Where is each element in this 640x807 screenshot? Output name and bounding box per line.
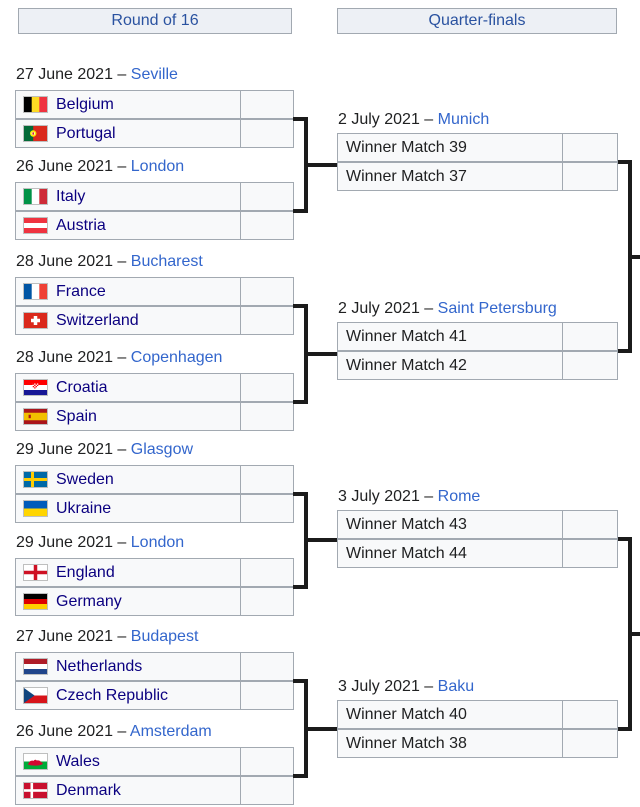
team-row	[15, 90, 294, 119]
team-cell	[15, 652, 241, 681]
qf-match-4	[337, 700, 618, 758]
team-row	[15, 681, 294, 710]
score-cell	[240, 652, 294, 681]
team-row	[15, 402, 294, 431]
team-cell	[15, 747, 241, 776]
match-date	[16, 64, 178, 86]
winner-slot-label: Winner Match 37	[346, 167, 467, 185]
match-date	[16, 156, 184, 178]
team-name-link[interactable]: France	[56, 282, 106, 300]
score-cell	[240, 681, 294, 710]
qf-match-1	[337, 133, 618, 191]
city-link[interactable]: Copenhagen	[130, 349, 223, 366]
team-row	[15, 373, 294, 402]
winner-slot-label: Winner Match 39	[346, 138, 467, 156]
match-date	[16, 251, 203, 273]
city-link[interactable]: Munich	[437, 111, 490, 128]
team-row	[15, 494, 294, 523]
team-cell	[15, 494, 241, 523]
score-cell	[562, 700, 618, 729]
connector-line	[308, 163, 337, 167]
score-cell	[240, 494, 294, 523]
match-date	[16, 439, 193, 461]
team-cell	[15, 211, 241, 240]
score-cell	[240, 277, 294, 306]
team-cell	[15, 119, 241, 148]
score-cell	[562, 510, 618, 539]
score-cell	[240, 306, 294, 335]
team-cell	[15, 681, 241, 710]
sweden-flag-icon	[24, 472, 47, 487]
team-row	[15, 211, 294, 240]
score-cell	[562, 539, 618, 568]
team-row	[337, 729, 618, 758]
score-cell	[240, 558, 294, 587]
city-link[interactable]: Amsterdam	[129, 723, 212, 740]
connector-line	[632, 632, 640, 636]
match-date	[338, 486, 480, 508]
team-name-link[interactable]: Ukraine	[56, 499, 112, 517]
round-header-label[interactable]: Round of 16	[111, 12, 199, 29]
match-date-text: 28 June 2021 –	[16, 349, 127, 366]
team-name-link[interactable]: England	[56, 563, 115, 581]
match-date	[338, 676, 474, 698]
score-cell	[562, 351, 618, 380]
r16-match-3	[15, 277, 294, 335]
team-cell	[15, 776, 241, 805]
score-cell	[240, 465, 294, 494]
team-cell	[15, 306, 241, 335]
score-cell	[240, 587, 294, 616]
r16-match-8	[15, 747, 294, 805]
score-cell	[240, 747, 294, 776]
r16-match-1	[15, 90, 294, 148]
team-cell	[15, 182, 241, 211]
score-cell	[240, 211, 294, 240]
winner-slot-label: Winner Match 42	[346, 356, 467, 374]
match-date-text: 29 June 2021 –	[16, 534, 127, 551]
r16-match-4	[15, 373, 294, 431]
score-cell	[240, 402, 294, 431]
team-name-link[interactable]: Netherlands	[56, 657, 143, 675]
city-link[interactable]: Budapest	[130, 628, 199, 645]
match-date-text: 27 June 2021 –	[16, 66, 127, 83]
city-link[interactable]: Rome	[437, 488, 481, 505]
team-row	[15, 587, 294, 616]
winner-slot-label: Winner Match 41	[346, 327, 467, 345]
team-row	[337, 510, 618, 539]
team-name-link[interactable]: Switzerland	[56, 311, 139, 329]
germany-flag-icon	[24, 594, 47, 609]
switzerland-flag-icon	[24, 313, 47, 328]
ukraine-flag-icon	[24, 501, 47, 516]
belgium-flag-icon	[24, 97, 47, 112]
team-name-link[interactable]: Sweden	[56, 470, 114, 488]
team-row	[15, 277, 294, 306]
wales-flag-icon	[24, 754, 47, 769]
team-cell	[15, 465, 241, 494]
portugal-flag-icon	[24, 126, 47, 141]
team-row	[337, 162, 618, 191]
winner-slot-label: Winner Match 38	[346, 734, 467, 752]
winner-slot-label: Winner Match 40	[346, 705, 467, 723]
team-row	[337, 322, 618, 351]
score-cell	[240, 182, 294, 211]
city-link[interactable]: London	[130, 158, 185, 175]
team-cell	[15, 277, 241, 306]
italy-flag-icon	[24, 189, 47, 204]
team-cell	[15, 587, 241, 616]
connector-line	[632, 255, 640, 259]
city-link[interactable]: London	[130, 534, 185, 551]
city-link[interactable]: Glasgow	[130, 441, 194, 458]
score-cell	[562, 322, 618, 351]
team-row	[337, 133, 618, 162]
team-name-link[interactable]: Belgium	[56, 95, 114, 113]
team-name-link[interactable]: Austria	[56, 216, 106, 234]
score-cell	[240, 90, 294, 119]
match-date	[16, 626, 198, 648]
r16-match-6	[15, 558, 294, 616]
connector-line	[308, 538, 337, 542]
round-header-label[interactable]: Quarter-finals	[428, 12, 526, 29]
team-row	[15, 306, 294, 335]
team-row	[15, 776, 294, 805]
team-name-link[interactable]: Wales	[56, 752, 100, 770]
r16-match-2	[15, 182, 294, 240]
score-cell	[240, 119, 294, 148]
spain-flag-icon	[24, 409, 47, 424]
city-link[interactable]: Saint Petersburg	[437, 300, 557, 317]
city-link[interactable]: Baku	[437, 678, 475, 695]
match-date	[16, 721, 212, 743]
austria-flag-icon	[24, 218, 47, 233]
match-date-text: 26 June 2021 –	[16, 723, 127, 740]
score-cell	[562, 133, 618, 162]
match-date-text: 28 June 2021 –	[16, 253, 127, 270]
team-name-link[interactable]: Italy	[56, 187, 86, 205]
team-row	[337, 539, 618, 568]
city-link[interactable]: Seville	[130, 66, 178, 83]
team-cell	[15, 402, 241, 431]
team-row	[15, 747, 294, 776]
team-row	[15, 558, 294, 587]
qf-match-2	[337, 322, 618, 380]
score-cell	[562, 162, 618, 191]
connector-line	[308, 727, 337, 731]
r16-match-7	[15, 652, 294, 710]
team-cell	[15, 90, 241, 119]
r16-match-5	[15, 465, 294, 523]
match-date-text: 26 June 2021 –	[16, 158, 127, 175]
team-cell	[15, 558, 241, 587]
czech-republic-flag-icon	[24, 688, 47, 703]
france-flag-icon	[24, 284, 47, 299]
match-date-text: 2 July 2021 –	[338, 111, 434, 128]
connector-line	[308, 352, 337, 356]
match-date-text: 3 July 2021 –	[338, 488, 434, 505]
england-flag-icon	[24, 565, 47, 580]
round-header-quarter-finals[interactable]	[337, 8, 617, 34]
denmark-flag-icon	[24, 783, 47, 798]
match-date-text: 27 June 2021 –	[16, 628, 127, 645]
match-date-text: 29 June 2021 –	[16, 441, 127, 458]
team-row	[337, 700, 618, 729]
score-cell	[240, 373, 294, 402]
round-header-round-of-16[interactable]	[18, 8, 292, 34]
match-date	[338, 109, 489, 131]
winner-slot-label: Winner Match 44	[346, 544, 467, 562]
team-row	[15, 652, 294, 681]
team-cell	[15, 373, 241, 402]
croatia-flag-icon	[24, 380, 47, 395]
score-cell	[240, 776, 294, 805]
score-cell	[562, 729, 618, 758]
match-date-text: 2 July 2021 –	[338, 300, 434, 317]
match-date-text: 3 July 2021 –	[338, 678, 434, 695]
team-row	[15, 465, 294, 494]
winner-slot-label: Winner Match 43	[346, 515, 467, 533]
match-date	[338, 298, 557, 320]
team-name-link[interactable]: Czech Republic	[56, 686, 169, 704]
team-row	[15, 182, 294, 211]
team-name-link[interactable]: Denmark	[56, 781, 121, 799]
netherlands-flag-icon	[24, 659, 47, 674]
team-row	[15, 119, 294, 148]
qf-match-3	[337, 510, 618, 568]
match-date	[16, 347, 222, 369]
team-name-link[interactable]: Croatia	[56, 378, 108, 396]
team-row	[337, 351, 618, 380]
match-date	[16, 532, 184, 554]
team-name-link[interactable]: Spain	[56, 407, 97, 425]
team-name-link[interactable]: Portugal	[56, 124, 116, 142]
city-link[interactable]: Bucharest	[130, 253, 203, 270]
team-name-link[interactable]: Germany	[56, 592, 122, 610]
